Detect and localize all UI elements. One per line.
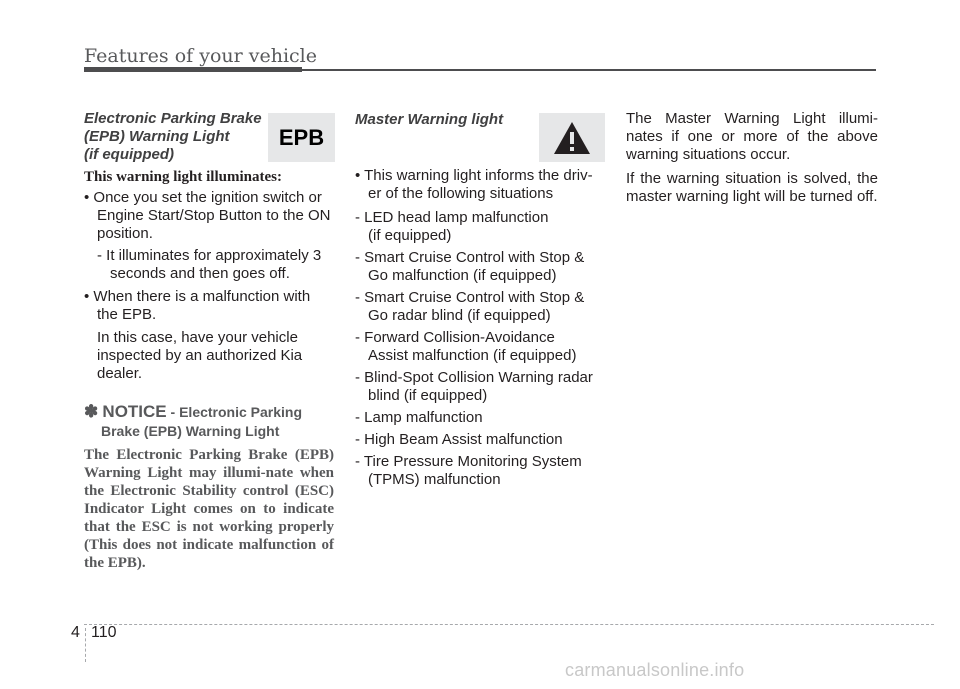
situation-line: (TPMS) malfunction [368, 471, 501, 488]
situation-line: - High Beam Assist malfunction [355, 431, 563, 448]
epb-title-line: (EPB) Warning Light [84, 128, 230, 145]
notice-title-part: - Electronic Parking [166, 404, 303, 420]
situation-item [355, 453, 605, 489]
notice-word: NOTICE [102, 402, 167, 421]
situation-line: - Lamp malfunction [355, 409, 483, 426]
bullet-line: Engine Start/Stop Button to the ON [97, 207, 331, 224]
footer-divider [85, 628, 86, 662]
master-warning-para2: If the warning situation is solved, the master warning light will be turned off. [626, 170, 878, 205]
notice-heading [84, 403, 334, 440]
situation-item [355, 369, 605, 405]
bullet-line: the EPB. [97, 306, 157, 323]
situation-list [355, 209, 605, 489]
bullet-malfunction [84, 288, 334, 324]
illuminates-label: This warning light illuminates: [84, 169, 282, 185]
situation-line: Assist malfunction (if equipped) [368, 347, 577, 364]
situation-line: Go radar blind (if equipped) [368, 307, 551, 324]
situation-item [355, 209, 605, 245]
notice-symbol: ✽ [84, 402, 99, 421]
bullet-line: er of the following situations [368, 185, 554, 202]
sub-item-duration [84, 247, 334, 283]
bullet-line: • When there is a malfunction with [84, 288, 311, 305]
situation-line: - Forward Collision-Avoidance [355, 329, 555, 346]
notice-body: The Electronic Parking Brake (EPB) Warning Light may illumi-nate when the Electronic Stability control (ESC) Indicator Light comes on to indicate that the ESC is not working properly (This does not indicate malfunction of the EPB). [84, 447, 334, 571]
warning-triangle-icon [539, 113, 605, 162]
situation-line: blind (if equipped) [368, 387, 488, 404]
dealer-paragraph [84, 329, 334, 383]
page-number: 110 [91, 624, 117, 641]
situation-line: - Smart Cruise Control with Stop & [355, 249, 585, 266]
epb-title-line: (if equipped) [84, 146, 174, 163]
para-line: inspected by an authorized Kia [97, 347, 303, 364]
master-warning-para1: The Master Warning Light illumi-nates if one or more of the above warning situations occur. [626, 110, 878, 163]
bullet-informs [355, 167, 605, 203]
para-line: In this case, have your vehicle [97, 329, 298, 346]
situation-item [355, 431, 605, 449]
situation-line: - Tire Pressure Monitoring System [355, 453, 582, 470]
master-warning-title: Master Warning light [355, 111, 504, 128]
situation-line: - Smart Cruise Control with Stop & [355, 289, 585, 306]
situation-item [355, 289, 605, 325]
page-header: Features of your vehicle [84, 45, 318, 67]
column-epb [84, 110, 334, 572]
footer-rule [84, 624, 934, 625]
epb-title-line: Electronic Parking Brake [84, 110, 262, 127]
sub-line: seconds and then goes off. [110, 265, 290, 282]
para-line: dealer. [97, 365, 143, 382]
watermark: carmanualsonline.info [565, 660, 745, 680]
bullet-line: • This warning light informs the driv- [355, 167, 593, 184]
column-master-warning-cont [626, 110, 878, 206]
header-rule [302, 69, 876, 71]
situation-item [355, 329, 605, 365]
bullet-ignition [84, 189, 334, 243]
sub-line: - It illuminates for approximately 3 [97, 247, 322, 264]
bullet-line: • Once you set the ignition switch or [84, 189, 322, 206]
chapter-number: 4 [71, 624, 80, 641]
situation-line: - Blind-Spot Collision Warning radar [355, 369, 593, 386]
epb-indicator-icon: EPB [268, 113, 335, 162]
bullet-line: position. [97, 225, 153, 242]
notice-title-part: Brake (EPB) Warning Light [101, 423, 280, 439]
column-master-warning [355, 110, 605, 489]
header-rule-bold [84, 67, 302, 72]
situation-item [355, 249, 605, 285]
situation-item [355, 409, 605, 427]
situation-line: (if equipped) [368, 227, 452, 244]
situation-line: Go malfunction (if equipped) [368, 267, 557, 284]
situation-line: - LED head lamp malfunction [355, 209, 549, 226]
